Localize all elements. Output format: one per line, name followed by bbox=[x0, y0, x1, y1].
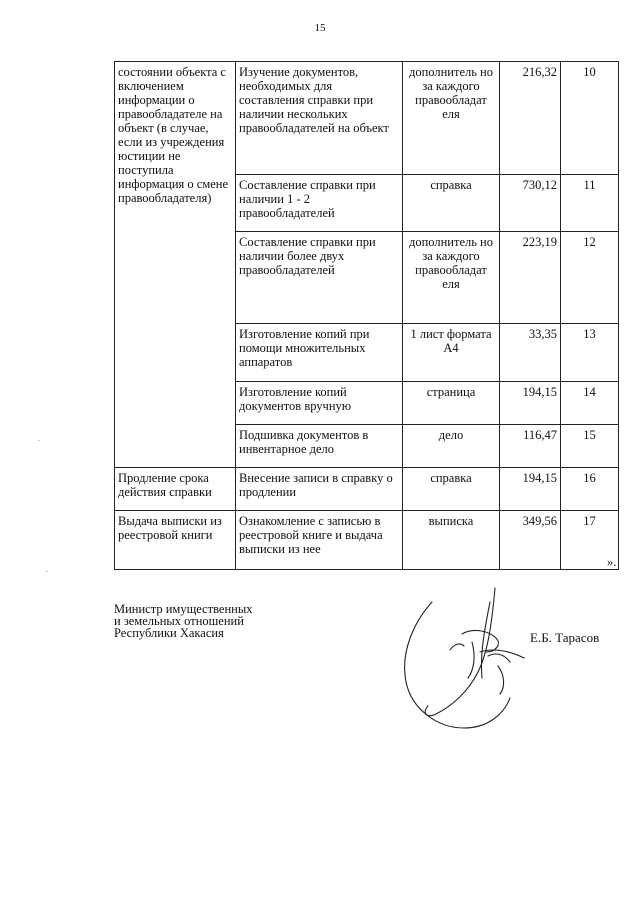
scan-speck: - bbox=[38, 438, 40, 444]
table-row bbox=[115, 468, 619, 511]
price-cell: 194,15 bbox=[500, 382, 561, 425]
unit-cell: дело bbox=[403, 425, 500, 468]
handwritten-signature bbox=[392, 582, 542, 742]
unit-cell: страница bbox=[403, 382, 500, 425]
action-cell: Внесение записи в справку о продлении bbox=[236, 468, 403, 511]
table-row bbox=[115, 511, 619, 570]
price-cell: 116,47 bbox=[500, 425, 561, 468]
signer-title-line: и земельных отношений bbox=[114, 614, 244, 628]
action-cell: Ознакомление с записью в реестровой книге и выдача выписки из нее bbox=[236, 511, 403, 570]
unit-cell: справка bbox=[403, 468, 500, 511]
row-number-cell: 15 bbox=[561, 425, 619, 468]
action-cell: Составление справки при наличии 1 - 2 правообладателей bbox=[236, 175, 403, 232]
service-cell: состоянии объекта с включением информации о правообладателе на объект (в случае, если из учреждения юстиции не поступила информация о смене правообладателя) bbox=[115, 62, 236, 468]
unit-cell: дополнитель но за каждого правообладат еля bbox=[403, 232, 500, 324]
price-cell: 730,12 bbox=[500, 175, 561, 232]
closing-quote: ». bbox=[607, 555, 617, 569]
row-number-cell: 14 bbox=[561, 382, 619, 425]
action-cell: Изготовление копий при помощи множительных аппаратов bbox=[236, 324, 403, 382]
row-number-cell: 16 bbox=[561, 468, 619, 511]
page-number: 15 bbox=[314, 22, 326, 34]
fee-table bbox=[114, 61, 619, 570]
unit-cell: справка bbox=[403, 175, 500, 232]
signer-name: Е.Б. Тарасов bbox=[530, 630, 600, 645]
price-cell: 33,35 bbox=[500, 324, 561, 382]
service-cell: Выдача выписки из реестровой книги bbox=[115, 511, 236, 570]
unit-cell: выписка bbox=[403, 511, 500, 570]
row-number-cell: 13 bbox=[561, 324, 619, 382]
unit-cell: дополнитель но за каждого правообладат еля bbox=[403, 62, 500, 175]
table-row bbox=[115, 62, 619, 175]
action-cell: Изготовление копий документов вручную bbox=[236, 382, 403, 425]
price-cell: 216,32 bbox=[500, 62, 561, 175]
signer-title-line: Республики Хакасия bbox=[114, 626, 224, 640]
service-cell: Продление срока действия справки bbox=[115, 468, 236, 511]
action-cell: Составление справки при наличии более двух правообладателей bbox=[236, 232, 403, 324]
row-number-cell: 17 bbox=[561, 511, 619, 570]
price-cell: 223,19 bbox=[500, 232, 561, 324]
price-cell: 194,15 bbox=[500, 468, 561, 511]
scan-speck: - bbox=[46, 569, 48, 575]
row-number-cell: 12 bbox=[561, 232, 619, 324]
row-number-cell: 10 bbox=[561, 62, 619, 175]
action-cell: Подшивка документов в инвентарное дело bbox=[236, 425, 403, 468]
unit-cell: 1 лист формата А4 bbox=[403, 324, 500, 382]
row-number-cell: 11 bbox=[561, 175, 619, 232]
signer-title-line: Министр имущественных bbox=[114, 602, 253, 616]
signer-title bbox=[114, 603, 252, 639]
action-cell: Изучение документов, необходимых для составления справки при наличии нескольких правообладателей на объект bbox=[236, 62, 403, 175]
price-cell: 349,56 bbox=[500, 511, 561, 570]
